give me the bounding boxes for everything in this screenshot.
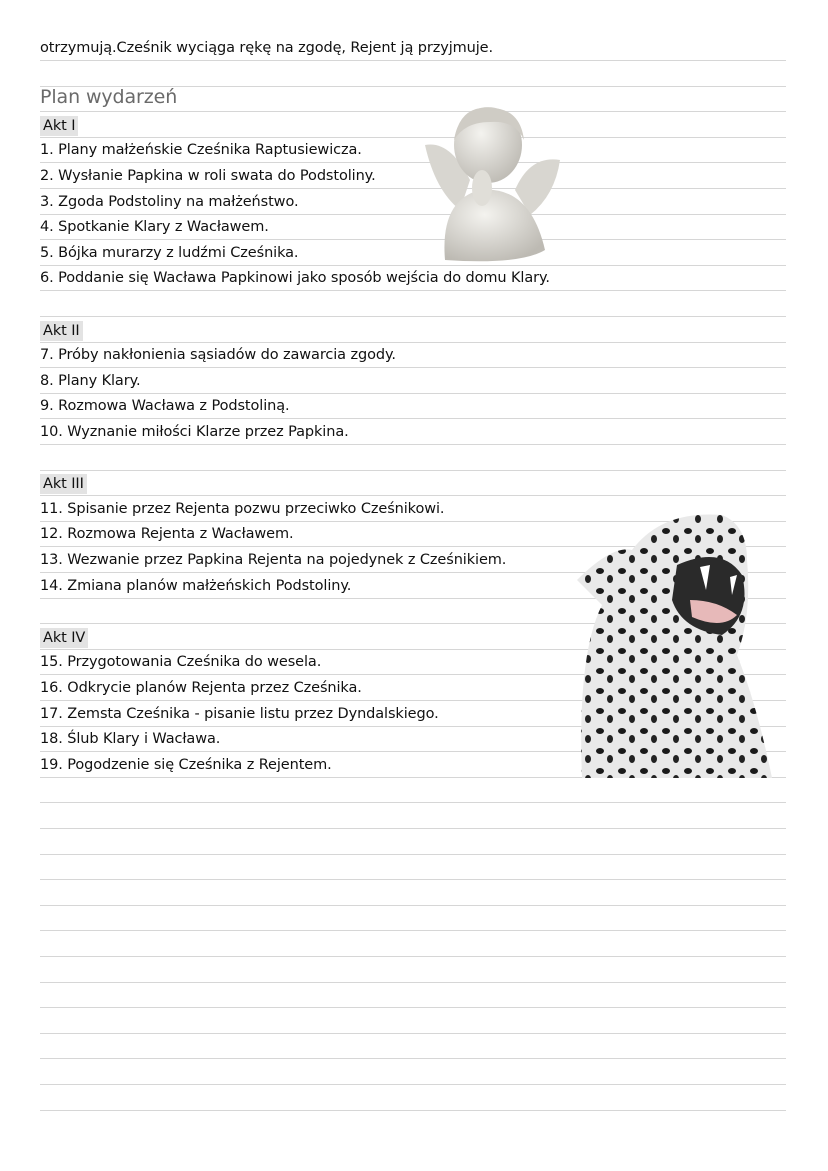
plan-item: 11. Spisanie przez Rejenta pozwu przeciwko Cześnikowi. (40, 500, 445, 517)
ruled-line (40, 316, 786, 317)
ruled-line (40, 470, 786, 471)
ruled-line (40, 137, 786, 138)
cherub-statue-image (420, 100, 565, 265)
plan-item: 2. Wysłanie Papkina w roli swata do Podstoliny. (40, 168, 376, 184)
plan-item: 18. Ślub Klary i Wacława. (40, 731, 221, 748)
plan-item: 5. Bójka murarzy z ludźmi Cześnika. (40, 244, 299, 261)
ruled-line (40, 1007, 786, 1008)
ruled-line (40, 444, 786, 445)
plan-item: 16. Odkrycie planów Rejenta przez Cześnika. (40, 680, 362, 696)
ruled-line (40, 290, 786, 291)
ruled-line (40, 1084, 786, 1085)
ruled-line (40, 879, 786, 880)
ruled-line (40, 1033, 786, 1034)
ruled-line (40, 162, 786, 163)
section-title: Plan wydarzeń (40, 86, 178, 109)
plan-item: 19. Pogodzenie się Cześnika z Rejentem. (40, 756, 332, 773)
plan-item: 12. Rozmowa Rejenta z Wacławem. (40, 526, 294, 543)
ruled-line (40, 802, 786, 803)
plan-item: 1. Plany małżeńskie Cześnika Raptusiewicza. (40, 142, 362, 159)
plan-item: 9. Rozmowa Wacława z Podstoliną. (40, 398, 290, 415)
plan-item: 4. Spotkanie Klary z Wacławem. (40, 219, 269, 236)
ruled-line (40, 495, 786, 496)
plan-item: 15. Przygotowania Cześnika do wesela. (40, 654, 322, 671)
plan-item: 13. Wezwanie przez Papkina Rejenta na pojedynek z Cześnikiem. (40, 552, 507, 568)
ruled-line (40, 60, 786, 61)
plan-item: 10. Wyznanie miłości Klarze przez Papkina. (40, 424, 349, 440)
ruled-line (40, 418, 786, 419)
plan-item: otrzymują.Cześnik wyciąga rękę na zgodę, Rejent ją przyjmuje. (40, 40, 493, 56)
ruled-line (40, 367, 786, 368)
plan-item: 17. Zemsta Cześnika - pisanie listu przez Dyndalskiego. (40, 705, 439, 722)
ruled-line (40, 982, 786, 983)
plan-item: 14. Zmiana planów małżeńskich Podstoliny. (40, 577, 352, 594)
plan-item: 7. Próby nakłonienia sąsiadów do zawarcia zgody. (40, 347, 396, 364)
ruled-line (40, 905, 786, 906)
ruled-line (40, 111, 786, 112)
ruled-line (40, 854, 786, 855)
ruled-line (40, 342, 786, 343)
plan-item: 6. Poddanie się Wacława Papkinowi jako sposób wejścia do domu Klary. (40, 270, 550, 287)
act-heading: Akt IV (40, 628, 88, 648)
ruled-line (40, 393, 786, 394)
plan-item: 3. Zgoda Podstoliny na małżeństwo. (40, 193, 299, 210)
ruled-line (40, 214, 786, 215)
ruled-line (40, 265, 786, 266)
ruled-line (40, 1058, 786, 1059)
leopard-image (572, 505, 772, 778)
ruled-line (40, 956, 786, 957)
act-heading: Akt III (40, 474, 87, 494)
act-heading: Akt II (40, 321, 83, 341)
ruled-line (40, 828, 786, 829)
act-heading: Akt I (40, 116, 78, 136)
ruled-line (40, 239, 786, 240)
ruled-line (40, 1110, 786, 1111)
ruled-line (40, 930, 786, 931)
plan-item: 8. Plany Klary. (40, 372, 141, 389)
ruled-line (40, 188, 786, 189)
